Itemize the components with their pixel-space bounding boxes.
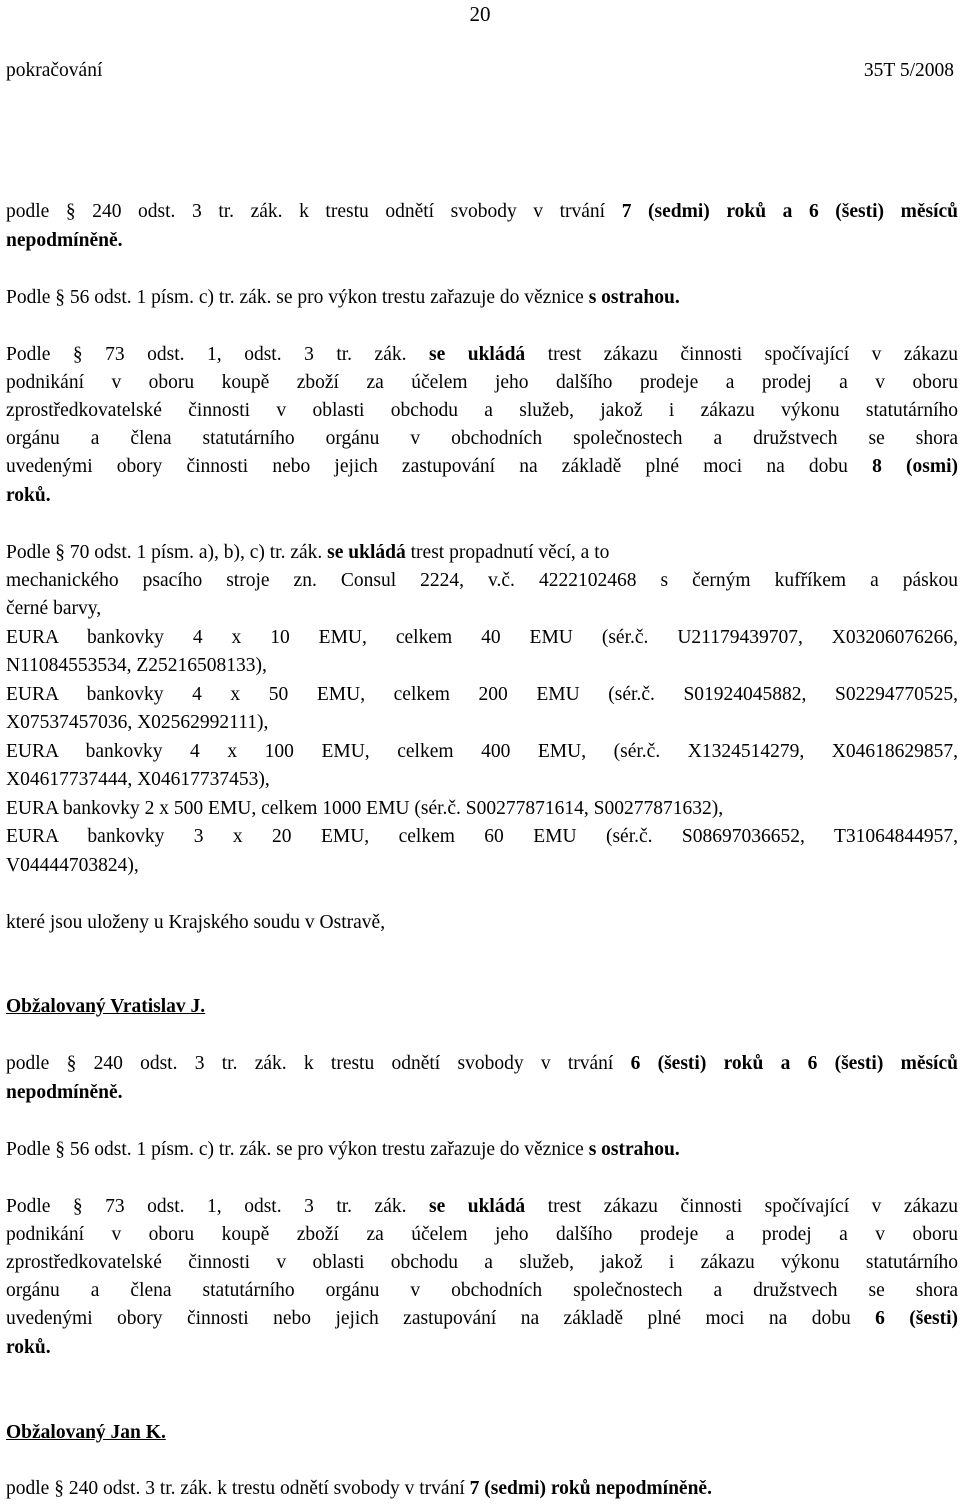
text-line: EURA bankovky 2 x 500 EMU, celkem 1000 EMU (sér.č. S00277871614, S00277871632), bbox=[6, 798, 724, 819]
text-line: zprostředkovatelské činnosti v oblasti obchodu a služeb, jakož i zákazu výkonu statutárního bbox=[6, 400, 958, 421]
text-line: podnikání v oboru koupě zboží za účelem jeho dalšího prodeje a prodej a v oboru bbox=[6, 372, 958, 393]
text-line: EURA bankovky 4 x 50 EMU, celkem 200 EMU (sér.č. S01924045882, S02294770525, bbox=[6, 684, 958, 705]
text-line: podle § 240 odst. 3 tr. zák. k trestu odnětí svobody v trvání 6 (šesti) roků a 6 (šesti) měsíců bbox=[6, 1053, 958, 1074]
text-line: nepodmíněně. bbox=[6, 1082, 123, 1103]
text-line: EURA bankovky 3 x 20 EMU, celkem 60 EMU (sér.č. S08697036652, T31064844957, bbox=[6, 826, 958, 847]
text-line: nepodmíněně. bbox=[6, 230, 123, 251]
text-line: Podle § 56 odst. 1 písm. c) tr. zák. se pro výkon trestu zařazuje do věznice s ostrahou. bbox=[6, 1139, 680, 1160]
text-line: orgánu a člena statutárního orgánu v obchodních společnostech a družstvech se shora bbox=[6, 1280, 958, 1301]
text-line: uvedenými obory činnosti nebo jejich zastupování na základě plné moci na dobu 6 (šesti) bbox=[6, 1308, 959, 1329]
header-right: 35T 5/2008 bbox=[863, 60, 954, 81]
text-line: Podle § 56 odst. 1 písm. c) tr. zák. se pro výkon trestu zařazuje do věznice s ostrahou. bbox=[6, 287, 680, 308]
text-line: roků. bbox=[6, 1337, 51, 1358]
text-line: podnikání v oboru koupě zboží za účelem jeho dalšího prodeje a prodej a v oboru bbox=[6, 1224, 958, 1245]
text-line: Podle § 73 odst. 1, odst. 3 tr. zák. se ukládá trest zákazu činnosti spočívající v zákazu bbox=[6, 344, 958, 365]
text-line: Podle § 70 odst. 1 písm. a), b), c) tr. zák. se ukládá trest propadnutí věcí, a to bbox=[6, 542, 610, 563]
text-line: zprostředkovatelské činnosti v oblasti obchodu a služeb, jakož i zákazu výkonu statutárního bbox=[6, 1252, 958, 1273]
text-line: černé barvy, bbox=[6, 598, 102, 619]
text-line: EURA bankovky 4 x 100 EMU, celkem 400 EMU, (sér.č. X1324514279, X04618629857, bbox=[6, 741, 958, 762]
text-line: X04617737444, X04617737453), bbox=[6, 769, 270, 790]
text-line: X07537457036, X02562992111), bbox=[6, 712, 269, 733]
text-line: Podle § 73 odst. 1, odst. 3 tr. zák. se ukládá trest zákazu činnosti spočívající v zákazu bbox=[6, 1196, 958, 1217]
header-left: pokračování bbox=[6, 60, 103, 81]
page-number: 20 bbox=[469, 2, 491, 26]
text-line: EURA bankovky 4 x 10 EMU, celkem 40 EMU (sér.č. U21179439707, X03206076266, bbox=[6, 627, 958, 648]
text-line: Obžalovaný Jan K. bbox=[6, 1422, 166, 1443]
text-line: podle § 240 odst. 3 tr. zák. k trestu odnětí svobody v trvání 7 (sedmi) roků a 6 (šesti) měsíců bbox=[6, 201, 958, 222]
text-line: podle § 240 odst. 3 tr. zák. k trestu odnětí svobody v trvání 7 (sedmi) roků nepodmíněně. bbox=[6, 1478, 712, 1499]
text-line: uvedenými obory činnosti nebo jejich zastupování na základě plné moci na dobu 8 (osmi) bbox=[6, 456, 958, 477]
text-line: roků. bbox=[6, 485, 51, 506]
text-line: V04444703824), bbox=[6, 855, 139, 876]
text-line: Obžalovaný Vratislav J. bbox=[6, 996, 206, 1017]
text-line: orgánu a člena statutárního orgánu v obchodních společnostech a družstvech se shora bbox=[6, 428, 958, 449]
text-line: které jsou uloženy u Krajského soudu v Ostravě, bbox=[6, 912, 386, 933]
text-line: N11084553534, Z25216508133), bbox=[6, 655, 267, 676]
text-line: mechanického psacího stroje zn. Consul 2224, v.č. 4222102468 s černým kufříkem a páskou bbox=[6, 570, 958, 591]
